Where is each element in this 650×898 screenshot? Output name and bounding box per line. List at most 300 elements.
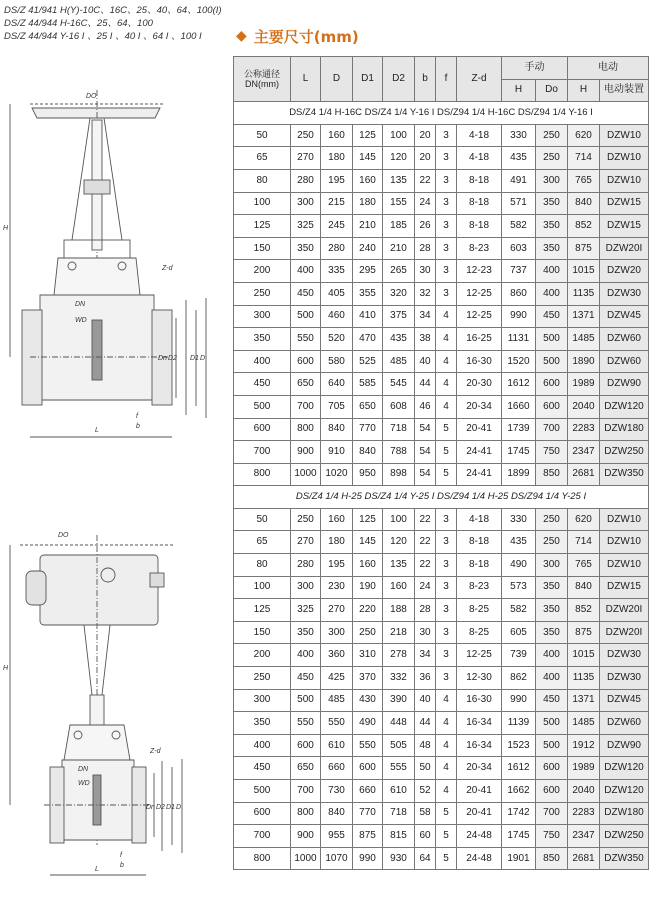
table-cell: 250 — [536, 508, 568, 531]
table-cell: 185 — [383, 215, 415, 238]
table-row — [234, 282, 649, 305]
table-cell: 490 — [353, 712, 383, 735]
table-cell: 875 — [568, 621, 600, 644]
table-row — [234, 463, 649, 486]
table-cell: DZW250 — [600, 441, 649, 464]
table-cell: 16-34 — [457, 712, 502, 735]
table-cell: 150 — [234, 621, 291, 644]
table-cell: 300 — [291, 576, 321, 599]
table-cell: 705 — [321, 395, 353, 418]
table-cell: 520 — [321, 328, 353, 351]
table-cell: 1015 — [568, 260, 600, 283]
table-cell: 16-25 — [457, 328, 502, 351]
table-cell: 50 — [234, 124, 291, 147]
table-cell: 650 — [353, 395, 383, 418]
col-group-electric: 电动 — [568, 57, 649, 80]
table-cell: 840 — [321, 802, 353, 825]
table-cell: 650 — [291, 757, 321, 780]
table-cell: 2283 — [568, 802, 600, 825]
table-cell: 330 — [502, 508, 536, 531]
table-cell: 490 — [502, 554, 536, 577]
table-row — [234, 260, 649, 283]
table-cell: 2347 — [568, 825, 600, 848]
table-cell: 30 — [415, 621, 436, 644]
table-cell: 500 — [234, 395, 291, 418]
table-cell: 250 — [291, 124, 321, 147]
table-cell: 210 — [353, 215, 383, 238]
table-cell: 200 — [234, 260, 291, 283]
table-cell: 3 — [436, 576, 457, 599]
table-cell: 448 — [383, 712, 415, 735]
table-cell: 270 — [321, 599, 353, 622]
table-cell: 875 — [568, 237, 600, 260]
table-cell: 582 — [502, 215, 536, 238]
table-cell: 608 — [383, 395, 415, 418]
label-d2: D2 — [156, 804, 165, 811]
table-cell: 325 — [291, 599, 321, 622]
table-cell: 350 — [536, 192, 568, 215]
table-cell: 250 — [353, 621, 383, 644]
table-cell: DZW10 — [600, 554, 649, 577]
label-f: f — [136, 413, 138, 420]
table-cell: 840 — [353, 441, 383, 464]
table-cell: 610 — [383, 780, 415, 803]
table-cell: 160 — [353, 554, 383, 577]
table-cell: 8-18 — [457, 192, 502, 215]
table-row — [234, 147, 649, 170]
table-cell: 12-30 — [457, 667, 502, 690]
col-electric-h: H — [568, 79, 600, 102]
table-cell: 3 — [436, 667, 457, 690]
table-row — [234, 802, 649, 825]
table-cell: 22 — [415, 554, 436, 577]
table-cell: 1745 — [502, 441, 536, 464]
table-cell: 840 — [568, 576, 600, 599]
table-cell: 840 — [321, 418, 353, 441]
table-cell: 1745 — [502, 825, 536, 848]
table-cell: 370 — [353, 667, 383, 690]
table-cell: DZW20I — [600, 599, 649, 622]
table-cell: 1070 — [321, 847, 353, 870]
table-cell: 200 — [234, 644, 291, 667]
table-cell: 815 — [383, 825, 415, 848]
table-cell: 2283 — [568, 418, 600, 441]
table-cell: 12-25 — [457, 644, 502, 667]
table-cell: 80 — [234, 169, 291, 192]
table-cell: 24 — [415, 576, 436, 599]
label-d1: D1 — [166, 804, 175, 811]
table-cell: 1520 — [502, 350, 536, 373]
table-cell: 125 — [234, 215, 291, 238]
table-cell: 500 — [291, 689, 321, 712]
table-cell: 400 — [234, 350, 291, 373]
table-cell: 600 — [353, 757, 383, 780]
table-cell: 525 — [353, 350, 383, 373]
table-row — [234, 169, 649, 192]
table-cell: 332 — [383, 667, 415, 690]
table-cell: 46 — [415, 395, 436, 418]
table-cell: 714 — [568, 147, 600, 170]
table-row — [234, 418, 649, 441]
dimension-table — [233, 56, 649, 870]
label-dn-bore: Dn — [158, 355, 167, 362]
table-cell: 573 — [502, 576, 536, 599]
table-cell: 4 — [436, 757, 457, 780]
table-cell: 1739 — [502, 418, 536, 441]
electric-gate-valve-drawing — [0, 515, 225, 895]
label-h: H — [3, 225, 9, 232]
table-cell: DZW10 — [600, 147, 649, 170]
table-cell: 350 — [536, 237, 568, 260]
table-cell: 100 — [234, 192, 291, 215]
table-cell: 8-18 — [457, 554, 502, 577]
table-cell: 270 — [291, 531, 321, 554]
table-cell: 300 — [536, 169, 568, 192]
table-cell: 400 — [536, 644, 568, 667]
table-cell: 40 — [415, 689, 436, 712]
col-f: f — [436, 57, 457, 102]
col-zd: Z-d — [457, 57, 502, 102]
table-cell: 215 — [321, 192, 353, 215]
table-cell: 350 — [536, 576, 568, 599]
table-cell: 910 — [321, 441, 353, 464]
table-cell: 350 — [536, 215, 568, 238]
table-cell: 435 — [383, 328, 415, 351]
table-cell: DZW15 — [600, 192, 649, 215]
table-cell: 8-25 — [457, 599, 502, 622]
table-cell: 250 — [536, 147, 568, 170]
col-d1: D1 — [353, 57, 383, 102]
model-line: DS/Z 44/944 Y-16 I 、25 I 、40 I 、64 I 、100 I — [4, 31, 202, 42]
label-zd: Z-d — [150, 748, 161, 755]
table-cell: 1000 — [291, 463, 321, 486]
table-cell: 700 — [234, 825, 291, 848]
table-cell: 34 — [415, 644, 436, 667]
table-cell: DZW120 — [600, 780, 649, 803]
table-cell: 100 — [383, 124, 415, 147]
table-cell: 3 — [436, 282, 457, 305]
table-cell: 550 — [291, 328, 321, 351]
manual-gate-valve-drawing — [0, 70, 225, 450]
table-cell: 580 — [321, 350, 353, 373]
table-cell: 26 — [415, 215, 436, 238]
table-cell: 250 — [291, 508, 321, 531]
table-cell: 24 — [415, 192, 436, 215]
table-row — [234, 712, 649, 735]
table-cell: 22 — [415, 169, 436, 192]
table-cell: 54 — [415, 463, 436, 486]
label-d2: D2 — [168, 355, 177, 362]
label-do: DO — [86, 93, 97, 100]
table-cell: 400 — [536, 282, 568, 305]
table-cell: 750 — [536, 441, 568, 464]
table-cell: 16-34 — [457, 734, 502, 757]
table-cell: 250 — [536, 531, 568, 554]
table-cell: 862 — [502, 667, 536, 690]
diamond-icon: ◆ — [236, 28, 247, 44]
table-row — [234, 667, 649, 690]
table-cell: 160 — [353, 169, 383, 192]
table-cell: 1020 — [321, 463, 353, 486]
table-cell: 24-41 — [457, 463, 502, 486]
table-cell: 765 — [568, 554, 600, 577]
table-cell: 195 — [321, 554, 353, 577]
table-cell: 350 — [291, 237, 321, 260]
table-cell: 718 — [383, 418, 415, 441]
table-cell: 350 — [536, 621, 568, 644]
table-cell: 135 — [383, 554, 415, 577]
table-cell: 22 — [415, 508, 436, 531]
label-wd: WD — [78, 780, 90, 787]
table-cell: 405 — [321, 282, 353, 305]
table-cell: 2040 — [568, 780, 600, 803]
table-cell: 700 — [291, 395, 321, 418]
table-cell: 80 — [234, 554, 291, 577]
table-cell: 12-23 — [457, 260, 502, 283]
table-cell: 278 — [383, 644, 415, 667]
table-cell: 20-41 — [457, 780, 502, 803]
table-cell: DZW60 — [600, 712, 649, 735]
table-cell: 545 — [383, 373, 415, 396]
table-cell: DZW250 — [600, 825, 649, 848]
table-cell: 730 — [321, 780, 353, 803]
table-cell: 8-25 — [457, 621, 502, 644]
table-cell: 120 — [383, 147, 415, 170]
table-cell: 400 — [291, 644, 321, 667]
table-cell: 125 — [353, 124, 383, 147]
table-cell: 3 — [436, 169, 457, 192]
table-cell: DZW30 — [600, 282, 649, 305]
label-l: L — [95, 427, 99, 434]
table-cell: 135 — [383, 169, 415, 192]
table-cell: DZW180 — [600, 802, 649, 825]
table-cell: 700 — [536, 802, 568, 825]
table-cell: 1485 — [568, 712, 600, 735]
table-cell: DZW20I — [600, 621, 649, 644]
table-cell: DZW45 — [600, 305, 649, 328]
table-cell: 550 — [353, 734, 383, 757]
table-cell: 600 — [536, 757, 568, 780]
table-cell: 32 — [415, 282, 436, 305]
table-cell: 125 — [353, 508, 383, 531]
table-cell: 739 — [502, 644, 536, 667]
table-cell: 350 — [234, 328, 291, 351]
table-cell: 64 — [415, 847, 436, 870]
heading-text: 主要尺寸(mm) — [253, 27, 359, 46]
table-cell: 1000 — [291, 847, 321, 870]
table-cell: 125 — [234, 599, 291, 622]
table-row — [234, 554, 649, 577]
table-cell: 400 — [291, 260, 321, 283]
table-cell: 852 — [568, 215, 600, 238]
header-row — [234, 57, 649, 80]
table-cell: DZW30 — [600, 667, 649, 690]
table-cell: 195 — [321, 169, 353, 192]
label-dn: DN — [78, 766, 89, 773]
table-cell: 160 — [321, 124, 353, 147]
table-cell: 714 — [568, 531, 600, 554]
table-cell: 600 — [234, 802, 291, 825]
table-cell: 1899 — [502, 463, 536, 486]
table-cell: 100 — [234, 576, 291, 599]
table-cell: 485 — [321, 689, 353, 712]
table-cell: 295 — [353, 260, 383, 283]
table-cell: 585 — [353, 373, 383, 396]
table-cell: 325 — [291, 215, 321, 238]
table-cell: DZW15 — [600, 576, 649, 599]
table-cell: 350 — [234, 712, 291, 735]
table-cell: 40 — [415, 350, 436, 373]
table-cell: 355 — [353, 282, 383, 305]
table-cell: 1662 — [502, 780, 536, 803]
table-cell: 900 — [291, 441, 321, 464]
model-line: DS/Z 41/941 H(Y)-10C、16C、25、40、64、100(I) — [4, 5, 222, 16]
table-cell: 450 — [536, 689, 568, 712]
table-cell: 3 — [436, 215, 457, 238]
table-cell: 30 — [415, 260, 436, 283]
table-cell: 210 — [383, 237, 415, 260]
table-cell: 300 — [234, 689, 291, 712]
table-cell: 60 — [415, 825, 436, 848]
table-cell: 850 — [536, 847, 568, 870]
label-do: DO — [58, 532, 69, 539]
table-cell: 3 — [436, 237, 457, 260]
table-row — [234, 192, 649, 215]
table-cell: 1612 — [502, 757, 536, 780]
table-cell: 1901 — [502, 847, 536, 870]
table-cell: 8-18 — [457, 531, 502, 554]
table-cell: 28 — [415, 599, 436, 622]
table-row — [234, 350, 649, 373]
table-cell: 38 — [415, 328, 436, 351]
table-cell: 990 — [502, 305, 536, 328]
table-cell: 280 — [321, 237, 353, 260]
table-row — [234, 644, 649, 667]
table-cell: 3 — [436, 147, 457, 170]
table-cell: 36 — [415, 667, 436, 690]
table-body — [234, 102, 649, 870]
table-cell: 1139 — [502, 712, 536, 735]
table-cell: DZW10 — [600, 169, 649, 192]
table-cell: 52 — [415, 780, 436, 803]
table-cell: 491 — [502, 169, 536, 192]
table-cell: 300 — [321, 621, 353, 644]
table-cell: 270 — [291, 147, 321, 170]
table-cell: 3 — [436, 508, 457, 531]
table-row — [234, 124, 649, 147]
table-cell: 900 — [291, 825, 321, 848]
table-cell: 350 — [291, 621, 321, 644]
section-heading — [236, 24, 359, 48]
table-cell: 3 — [436, 531, 457, 554]
table-cell: 500 — [536, 328, 568, 351]
table-cell: 770 — [353, 418, 383, 441]
label-d: D — [200, 355, 206, 362]
label-dn: DN — [75, 301, 86, 308]
table-cell: 4-18 — [457, 508, 502, 531]
table-cell: 800 — [234, 463, 291, 486]
table-cell: 20-34 — [457, 395, 502, 418]
table-cell: 3 — [436, 192, 457, 215]
table-cell: 603 — [502, 237, 536, 260]
table-cell: 24-48 — [457, 847, 502, 870]
label-l: L — [95, 866, 99, 873]
table-cell: 840 — [568, 192, 600, 215]
table-cell: 155 — [383, 192, 415, 215]
table-cell: 1523 — [502, 734, 536, 757]
table-cell: 660 — [353, 780, 383, 803]
table-cell: 44 — [415, 373, 436, 396]
table-cell: DZW180 — [600, 418, 649, 441]
table-cell: 180 — [321, 531, 353, 554]
table-cell: 390 — [383, 689, 415, 712]
table-cell: 240 — [353, 237, 383, 260]
table-cell: 4 — [436, 395, 457, 418]
table-cell: 1989 — [568, 757, 600, 780]
table-cell: DZW20 — [600, 260, 649, 283]
table-cell: 8-23 — [457, 237, 502, 260]
col-actuator: 电动装置 — [600, 79, 649, 102]
table-cell: 180 — [321, 147, 353, 170]
table-cell: DZW350 — [600, 463, 649, 486]
label-h: H — [3, 665, 9, 672]
table-cell: 450 — [291, 282, 321, 305]
table-row — [234, 780, 649, 803]
label-b: b — [120, 862, 124, 869]
table-cell: 5 — [436, 463, 457, 486]
table-cell: 280 — [291, 554, 321, 577]
table-cell: 24-48 — [457, 825, 502, 848]
table-cell: 620 — [568, 508, 600, 531]
table-row — [234, 825, 649, 848]
table-cell: 600 — [291, 734, 321, 757]
table-cell: 1989 — [568, 373, 600, 396]
label-dn-bore: Dn — [146, 804, 155, 811]
table-cell: 450 — [234, 373, 291, 396]
table-cell: 160 — [321, 508, 353, 531]
table-cell: 550 — [321, 712, 353, 735]
table-cell: 3 — [436, 124, 457, 147]
table-cell: 582 — [502, 599, 536, 622]
table-cell: 375 — [383, 305, 415, 328]
table-cell: 100 — [383, 508, 415, 531]
table-cell: 660 — [321, 757, 353, 780]
table-cell: 930 — [383, 847, 415, 870]
table-cell: 1660 — [502, 395, 536, 418]
table-cell: DZW60 — [600, 328, 649, 351]
table-cell: 850 — [536, 463, 568, 486]
table-cell: 700 — [536, 418, 568, 441]
table-cell: DZW90 — [600, 373, 649, 396]
table-cell: 20 — [415, 147, 436, 170]
table-cell: 450 — [291, 667, 321, 690]
table-cell: 20-30 — [457, 373, 502, 396]
table-cell: 425 — [321, 667, 353, 690]
table-cell: 16-30 — [457, 350, 502, 373]
table-cell: DZW45 — [600, 689, 649, 712]
table-cell: 600 — [536, 395, 568, 418]
table-row — [234, 734, 649, 757]
table-row — [234, 576, 649, 599]
table-cell: 3 — [436, 621, 457, 644]
table-cell: 4 — [436, 712, 457, 735]
table-cell: 2681 — [568, 463, 600, 486]
table-cell: 300 — [234, 305, 291, 328]
table-cell: DZW120 — [600, 757, 649, 780]
table-cell: 5 — [436, 802, 457, 825]
table-cell: 1912 — [568, 734, 600, 757]
table-cell: 950 — [353, 463, 383, 486]
